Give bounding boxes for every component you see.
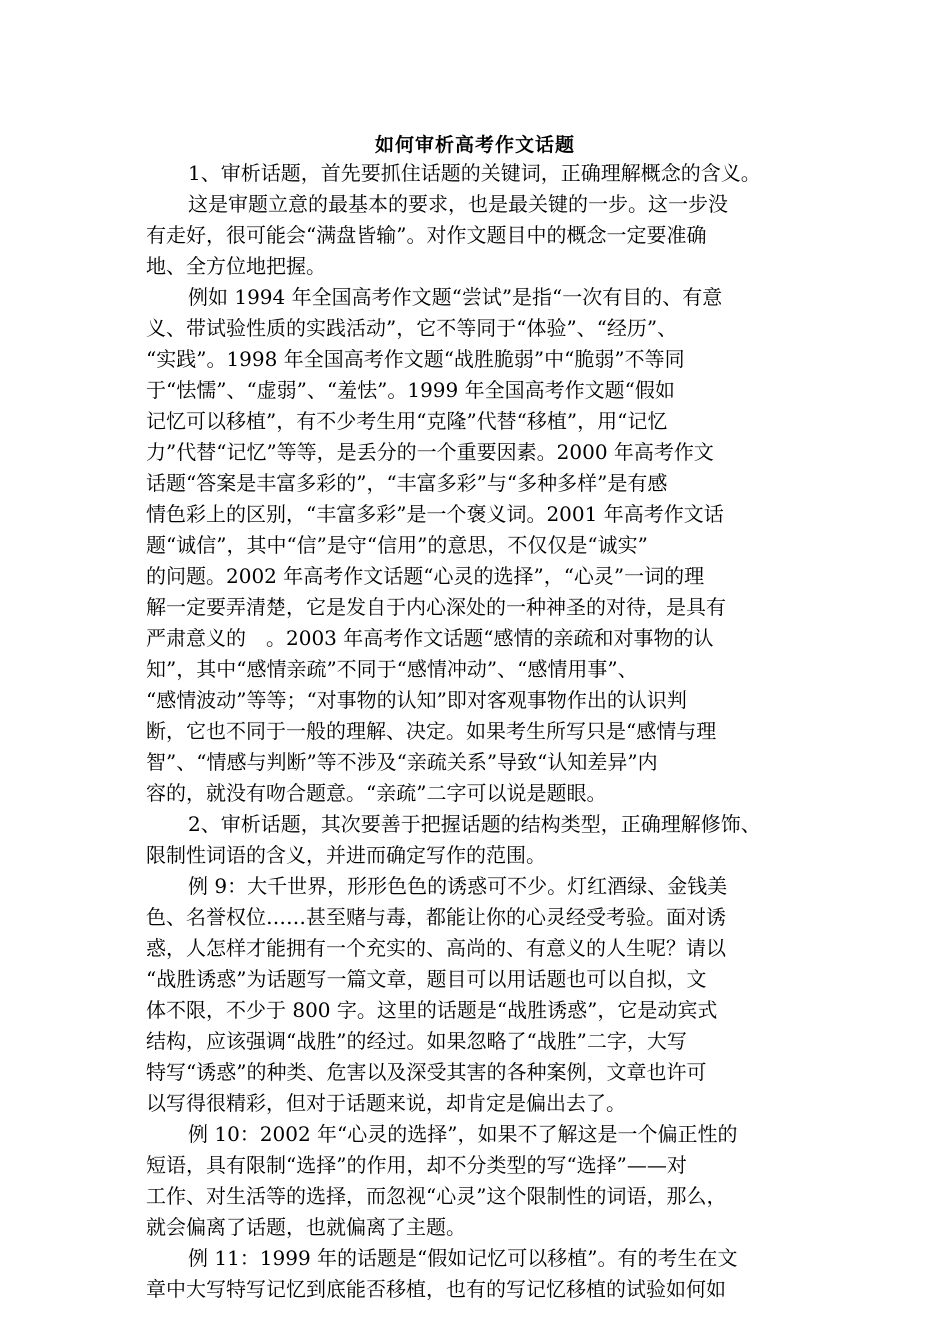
text-line: 就会偏离了话题，也就偏离了主题。 <box>146 1215 466 1239</box>
text-line: 例 9：大千世界，形形色色的诱惑可不少。灯红酒绿、金钱美 <box>188 874 728 898</box>
text-line: 例 11：1999 年的话题是“假如记忆可以移植”。有的考生在文 <box>188 1246 738 1270</box>
text-line: 力”代替“记忆”等等，是丢分的一个重要因素。2000 年高考作文 <box>146 440 714 464</box>
text-line: 记忆可以移植”，有不少考生用“克隆”代替“移植”，用“记忆 <box>146 409 668 433</box>
text-line: 以写得很精彩，但对于话题来说，却肯定是偏出去了。 <box>146 1091 626 1115</box>
text-line: 解一定要弄清楚，它是发自于内心深处的一种神圣的对待，是具有 <box>146 595 726 619</box>
text-line: 工作、对生活等的选择，而忽视“心灵”这个限制性的词语，那么， <box>146 1184 727 1208</box>
text-line: 限制性词语的含义，并进而确定写作的范围。 <box>146 843 546 867</box>
text-line: 严肃意义的 。2003 年高考作文话题“感情的亲疏和对事物的认 <box>146 626 714 650</box>
text-line: 地、全方位地把握。 <box>146 254 326 278</box>
text-line: 于“怯懦”、“虚弱”、“羞怯”。1999 年全国高考作文题“假如 <box>146 378 675 402</box>
text-line: 例如 1994 年全国高考作文题“尝试”是指“一次有目的、有意 <box>188 285 723 309</box>
text-line: 1、审析话题，首先要抓住话题的关键词，正确理解概念的含义。 <box>188 161 761 185</box>
text-line: 例 10：2002 年“心灵的选择”，如果不了解这是一个偏正性的 <box>188 1122 738 1146</box>
text-line: 章中大写特写记忆到底能否移植，也有的写记忆移植的试验如何如 <box>146 1277 726 1301</box>
text-line: 特写“诱惑”的种类、危害以及深受其害的各种案例，文章也许可 <box>146 1060 707 1084</box>
text-line: “战胜诱惑”为话题写一篇文章，题目可以用话题也可以自拟，文 <box>146 967 707 991</box>
document-body <box>146 158 826 1305</box>
text-line: 容的，就没有吻合题意。“亲疏”二字可以说是题眼。 <box>146 781 607 805</box>
text-line: 知”，其中“感情亲疏”不同于“感情冲动”、“感情用事”、 <box>146 657 638 681</box>
text-line: “实践”。1998 年全国高考作文题“战胜脆弱”中“脆弱”不等同 <box>146 347 685 371</box>
text-line: 这是审题立意的最基本的要求，也是最关键的一步。这一步没 <box>188 192 728 216</box>
text-line: 色、名誉权位……甚至赌与毒，都能让你的心灵经受考验。面对诱 <box>146 905 726 929</box>
text-line: 义、带试验性质的实践活动”，它不等同于“体验”、“经历”、 <box>146 316 678 340</box>
text-line: 题“诚信”，其中“信”是守“信用”的意思，不仅仅是“诚实” <box>146 533 648 557</box>
text-line: “感情波动”等等；“对事物的认知”即对客观事物作出的认识判 <box>146 688 687 712</box>
text-line: 短语，具有限制“选择”的作用，却不分类型的写“选择”——对 <box>146 1153 687 1177</box>
document-title: 如何审析高考作文话题 <box>374 134 575 156</box>
text-line: 有走好，很可能会“满盘皆输”。对作文题目中的概念一定要准确 <box>146 223 707 247</box>
text-line: 的问题。2002 年高考作文话题“心灵的选择”，“心灵”一词的理 <box>146 564 705 588</box>
text-line: 体不限，不少于 800 字。这里的话题是“战胜诱惑”，它是动宾式 <box>146 998 718 1022</box>
text-line: 话题“答案是丰富多彩的”，“丰富多彩”与“多种多样”是有感 <box>146 471 668 495</box>
text-line: 情色彩上的区别，“丰富多彩”是一个褒义词。2001 年高考作文话 <box>146 502 724 526</box>
text-line: 断，它也不同于一般的理解、决定。如果考生所写只是“感情与理 <box>146 719 717 743</box>
text-line: 惑，人怎样才能拥有一个充实的、高尚的、有意义的人生呢？请以 <box>146 936 726 960</box>
text-line: 结构，应该强调“战胜”的经过。如果忽略了“战胜”二字，大写 <box>146 1029 687 1053</box>
text-line: 2、审析话题，其次要善于把握话题的结构类型，正确理解修饰、 <box>188 812 761 836</box>
text-line: 智”、“情感与判断”等不涉及“亲疏关系”导致“认知差异”内 <box>146 750 658 774</box>
